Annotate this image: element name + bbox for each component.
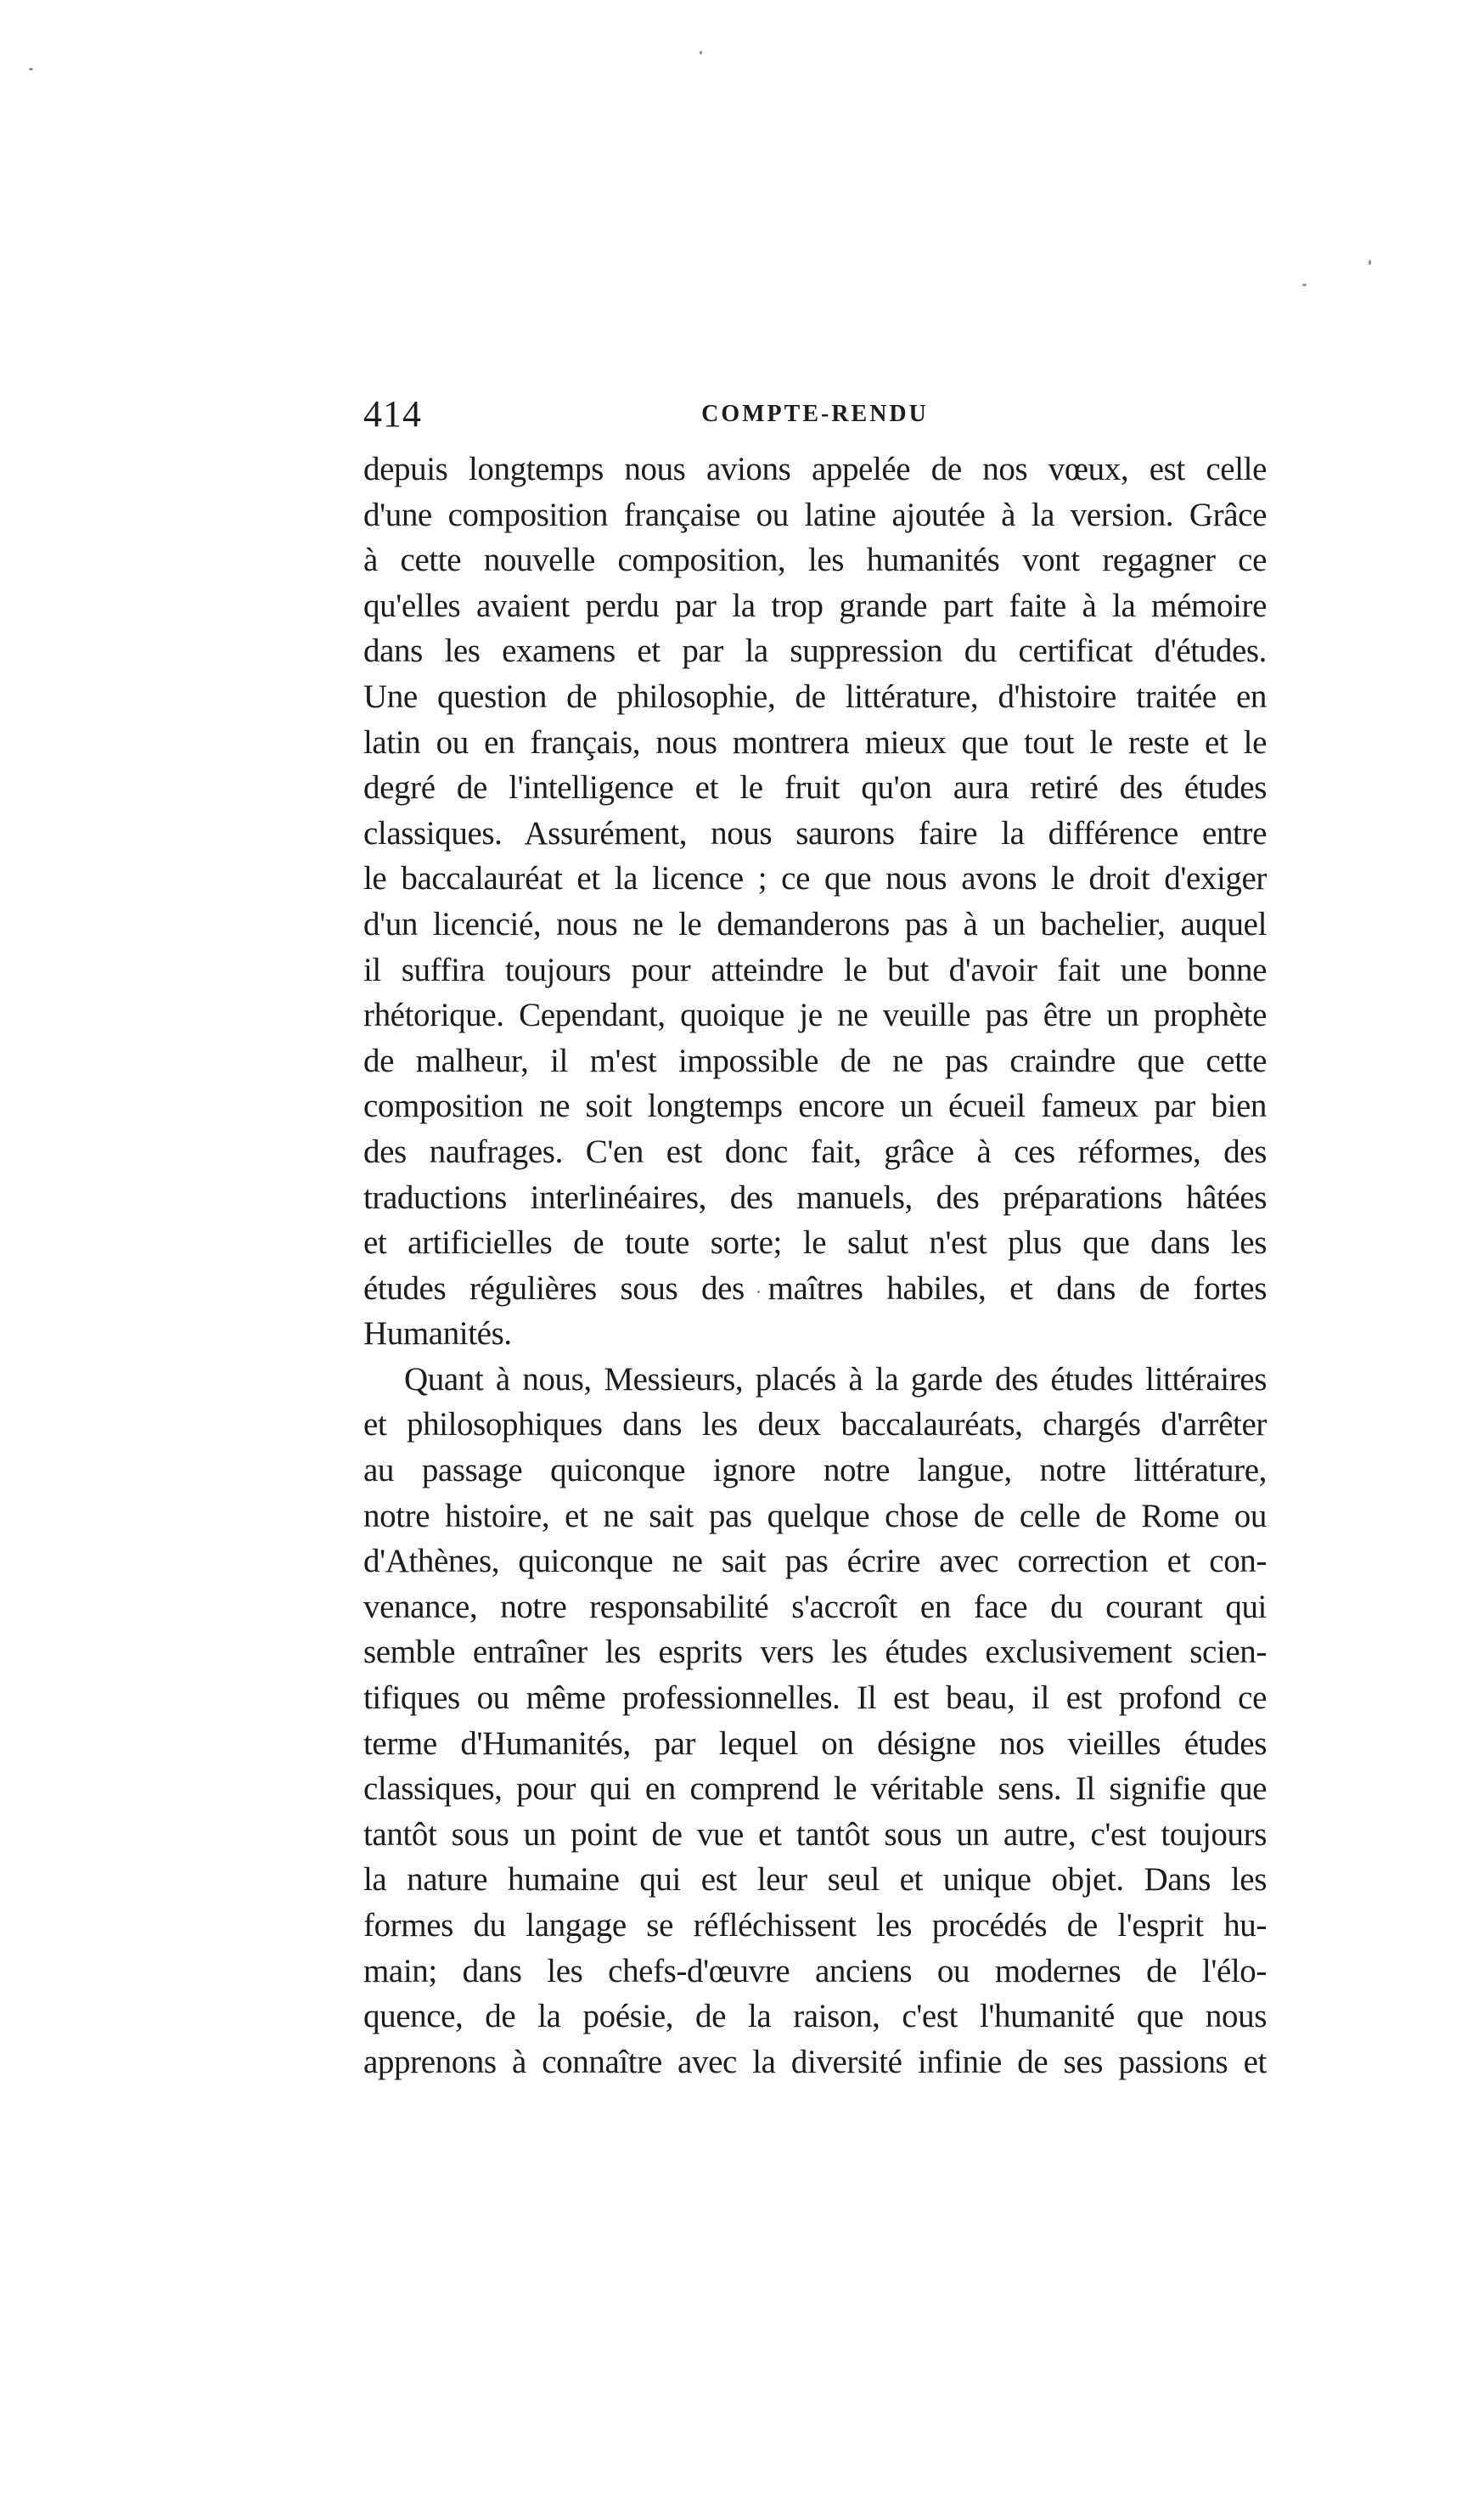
text-line: et philosophiques dans les deux baccalauréats, chargés d'arrêter (363, 1406, 1267, 1443)
text-line: latin ou en français, nous montrera mieux que tout le reste et le (363, 723, 1267, 761)
page-header (363, 389, 1267, 440)
text-line: apprenons à connaître avec la diversité infinie de ses passions et (363, 2043, 1267, 2080)
text-line: traductions interlinéaires, des manuels, des préparations hâtées (363, 1179, 1267, 1216)
text-line: il suffira toujours pour atteindre le but d'avoir fait une bonne (363, 951, 1267, 988)
text-line: études régulières sous des maîtres habiles, et dans de fortes (363, 1269, 1267, 1307)
text-line: degré de l'intelligence et le fruit qu'on aura retiré des études (363, 769, 1267, 807)
text-line: tifiques ou même professionnelles. Il est beau, il est profond ce (363, 1679, 1267, 1717)
text-line: d'un licencié, nous ne le demanderons pas à un bachelier, auquel (363, 905, 1267, 942)
text-line: à cette nouvelle composition, les humanités vont regagner ce (363, 542, 1267, 579)
text-line: notre histoire, et ne sait pas quelque chose de celle de Rome ou (363, 1497, 1267, 1534)
text-line: le baccalauréat et la licence ; ce que nous avons le droit d'exiger (363, 860, 1267, 897)
text-line: terme d'Humanités, par lequel on désigne nos vieilles études (363, 1724, 1267, 1762)
scan-speck (700, 51, 702, 54)
text-line: la nature humaine qui est leur seul et unique objet. Dans les (363, 1861, 1267, 1899)
text-line: tantôt sous un point de vue et tantôt sous un autre, c'est toujours (363, 1815, 1267, 1853)
text-line: composition ne soit longtemps encore un écueil fameux par bien (363, 1088, 1267, 1125)
text-line: d'Athènes, quiconque ne sait pas écrire avec correction et con- (363, 1543, 1267, 1580)
text-line: rhétorique. Cependant, quoique je ne veuille pas être un prophète (363, 997, 1267, 1034)
text-line: Quant à nous, Messieurs, placés à la garde des études littéraires (404, 1360, 1267, 1398)
text-line: classiques, pour qui en comprend le véritable sens. Il signifie que (363, 1770, 1267, 1808)
text-line: classiques. Assurément, nous saurons faire la différence entre (363, 814, 1267, 852)
body-text (363, 447, 1267, 2084)
text-line: depuis longtemps nous avions appelée de nos vœux, est celle (363, 451, 1267, 487)
text-line: Une question de philosophie, de littérature, d'histoire traitée en (363, 678, 1267, 715)
text-line: main; dans les chefs-d'œuvre anciens ou modernes de l'élo- (363, 1952, 1267, 1989)
scan-speck (29, 68, 33, 70)
text-line: formes du langage se réfléchissent les procédés de l'esprit hu- (363, 1907, 1267, 1944)
text-line: semble entraîner les esprits vers les études exclusivement scien- (363, 1634, 1267, 1671)
text-line: au passage quiconque ignore notre langue, notre littérature, (363, 1452, 1267, 1489)
running-head: COMPTE-RENDU (701, 401, 929, 427)
scan-speck (1369, 260, 1371, 265)
text-line: qu'elles avaient perdu par la trop grande part faite à la mémoire (363, 587, 1267, 624)
text-line: de malheur, il m'est impossible de ne pas craindre que cette (363, 1042, 1267, 1079)
text-line: d'une composition française ou latine ajoutée à la version. Grâce (363, 496, 1267, 533)
text-line: quence, de la poésie, de la raison, c'est l'humanité que nous (363, 1998, 1267, 2035)
page-number: 414 (363, 393, 422, 435)
text-line: venance, notre responsabilité s'accroît en face du courant qui (363, 1588, 1267, 1625)
text-line: Humanités. (363, 1315, 512, 1353)
text-line: et artificielles de toute sorte; le salut n'est plus que dans les (363, 1224, 1267, 1262)
text-line: des naufrages. C'en est donc fait, grâce à ces réformes, des (363, 1133, 1267, 1170)
scan-speck (1302, 284, 1307, 286)
text-line: dans les examens et par la suppression du certificat d'études. (363, 633, 1267, 670)
